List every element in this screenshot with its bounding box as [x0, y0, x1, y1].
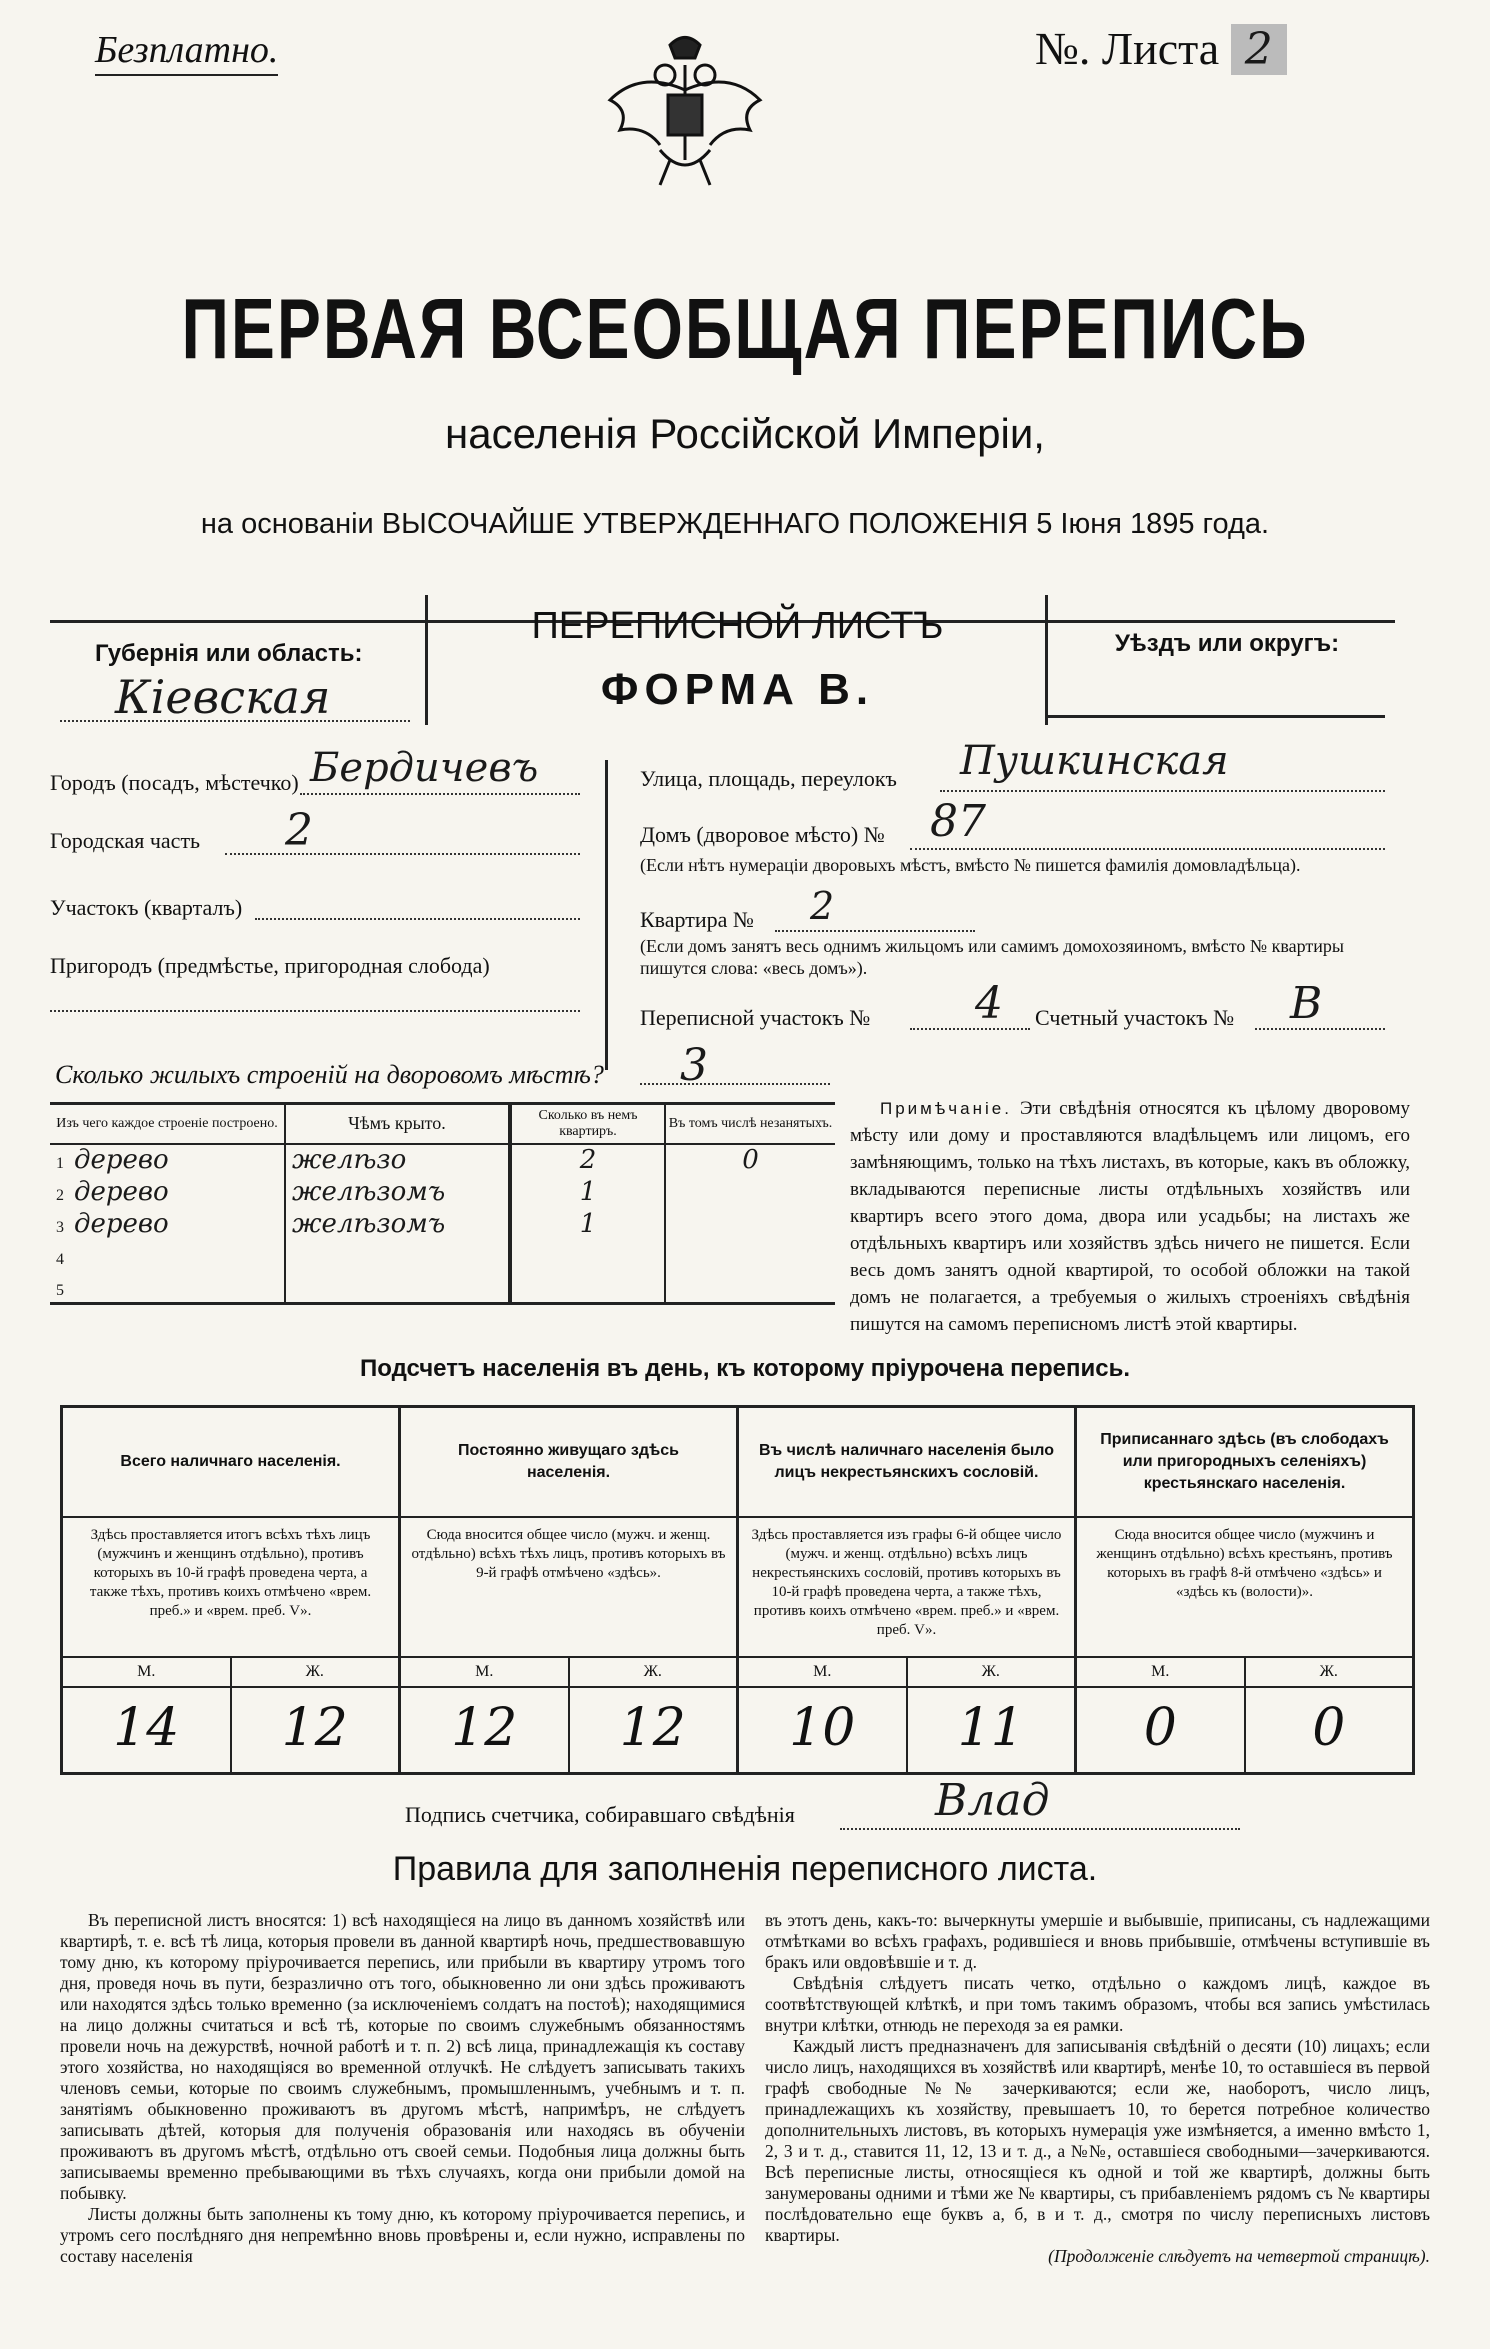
- table-row: [50, 1176, 835, 1208]
- bt-head-roof: Чѣмъ крыто.: [285, 1104, 510, 1144]
- page-title: ПЕРВАЯ ВСЕОБЩАЯ ПЕРЕПИСЬ: [181, 279, 1309, 377]
- table-row: [50, 1208, 835, 1240]
- male-count: 0: [1077, 1688, 1246, 1772]
- bt-cell-empty: [665, 1144, 835, 1176]
- street-label: Улица, площадь, переулокъ: [640, 766, 897, 791]
- bt-cell-roof: [285, 1144, 510, 1176]
- count-district-label: Счетный участокъ №: [1035, 1005, 1235, 1030]
- bt-value-material: дерево: [74, 1176, 169, 1207]
- gubernia-value: Кіевская: [115, 670, 331, 724]
- gubernia-label: Губернія или область:: [95, 640, 363, 667]
- female-label: Ж.: [1319, 1663, 1338, 1680]
- bt-head-empty: Въ томъ числѣ незанятыхъ.: [668, 1115, 833, 1131]
- sheet-number-block: [1035, 22, 1287, 75]
- census-district-value: 4: [975, 978, 1003, 1029]
- bt-cell-apts: [510, 1208, 665, 1240]
- table-row: [50, 1240, 835, 1272]
- female-count: 0: [1312, 1698, 1346, 1758]
- bt-value-apts: 1: [579, 1208, 597, 1239]
- page-subtitle: населенія Россійской Имперіи,: [445, 410, 1045, 457]
- rules-right: [765, 1910, 1430, 2267]
- population-table: [60, 1405, 1415, 1775]
- bt-value-roof: желѣзомъ: [292, 1208, 446, 1239]
- bt-cell-empty: [665, 1176, 835, 1208]
- population-column-head: Въ числѣ наличнаго населенія было лицъ некрестьянскихъ сословій.: [739, 1408, 1074, 1518]
- population-column: [401, 1408, 739, 1772]
- female-count: 12: [281, 1698, 348, 1758]
- house-label: Домъ (дворовое мѣсто) №: [640, 822, 885, 847]
- population-column-desc: Сюда вносится общее число (мужч. и женщ. отдѣльно) всѣхъ тѣхъ лицъ, противъ которыхъ въ 9-й графѣ отмѣчено «здѣсь».: [401, 1518, 736, 1658]
- bt-cell-roof: [285, 1208, 510, 1240]
- count-district-value: В: [1290, 978, 1323, 1029]
- population-mf-values: [1077, 1688, 1412, 1772]
- bt-value-apts: 1: [579, 1176, 597, 1207]
- male-count: 10: [739, 1688, 908, 1772]
- census-district-label: Переписной участокъ №: [640, 1005, 871, 1030]
- female-count: 11: [957, 1698, 1024, 1758]
- male-label: М.: [401, 1658, 570, 1686]
- bt-cell-empty: [665, 1272, 835, 1304]
- house-value: 87: [930, 796, 986, 847]
- population-mf-values: [739, 1688, 1074, 1772]
- bt-row-number: 3: [56, 1218, 64, 1236]
- bt-cell-roof: [285, 1176, 510, 1208]
- sheet-label: №. Листа: [1035, 23, 1220, 74]
- population-mf-labels: [1077, 1658, 1412, 1688]
- bt-cell-empty: [665, 1240, 835, 1272]
- bt-head-material: Изъ чего каждое строеніе построено.: [50, 1104, 285, 1144]
- bt-value-material: дерево: [74, 1145, 169, 1175]
- population-column: [739, 1408, 1077, 1772]
- rules-continued: (Продолженіе слѣдуетъ на четвертой страницѣ).: [1048, 2246, 1430, 2266]
- population-column-head: Всего наличнаго населенія.: [63, 1408, 398, 1518]
- apartment-note: (Если домъ занятъ весь однимъ жильцомъ или самимъ домохозяиномъ, вмѣсто № квартиры пишутся слова: «весь домъ»).: [640, 936, 1344, 978]
- form-name: ФОРМА В.: [600, 665, 875, 714]
- rules-title: Правила для заполненія переписного листа.: [392, 1850, 1098, 1888]
- bt-cell-apts: [510, 1240, 665, 1272]
- apartment-label: Квартира №: [640, 907, 754, 932]
- prigorod-label: Пригородъ (предмѣстье, пригородная слобода): [50, 953, 490, 978]
- bt-row-number: 1: [56, 1155, 64, 1172]
- bt-row-number: 4: [56, 1250, 64, 1268]
- population-column-head: Приписаннаго здѣсь (въ слободахъ или пригородныхъ селеніяхъ) крестьянскаго населенія.: [1077, 1408, 1412, 1518]
- female-label: Ж.: [643, 1663, 662, 1680]
- bt-cell-material: [50, 1208, 285, 1240]
- rules-right-p2: Свѣдѣнія слѣдуетъ писать четко, отдѣльно о каждомъ лицѣ, каждое въ соотвѣтствующей клѣткѣ, и при томъ такимъ образомъ, чтобы вся запись умѣстилась внутри клѣтки, отнюдь не переходя за ея рамки.: [765, 1973, 1430, 2035]
- bt-cell-material: [50, 1176, 285, 1208]
- population-column: [63, 1408, 401, 1772]
- male-label: М.: [739, 1658, 908, 1686]
- rules-left-p1: Въ переписной листъ вносятся: 1) всѣ находящіеся на лицо въ данномъ хозяйствѣ или квартирѣ, т. е. всѣ тѣ лица, которыя провели въ данной квартирѣ ночь, предшествовавшую тому дню, къ которому пріурочивается перепись, или прибыли въ квартиру утромъ того дня, проведя ночь въ пути, безразлично отъ того, обыкновенно ли они здѣсь проживаютъ или находятся здѣсь только временно (за исключеніемъ солдатъ на постоѣ); находящимися на лицо должны считаться и всѣ тѣ, которые по своимъ служебнымъ обязанностямъ провели ночь на дежурствѣ, ночной работѣ и т. п. 2) всѣ лица, принадлежащія къ составу этого хозяйства, но находящіяся во временной отлучкѣ. Не слѣдуетъ записывать такихъ членовъ семьи, которые по своимъ служебнымъ, промышленнымъ, учебнымъ и т. п. занятіямъ обыкновенно проживаютъ въ другомъ мѣстѣ, напримѣръ, не слѣдуетъ записывать дѣтей, которыя для полученія образованія или находясь въ обученіи проживаютъ въ другомъ мѣстѣ, отдѣльно отъ своей семьи. Подобныя лица должны быть записываемы временно пребывающими въ тѣхъ случаяхъ, когда они прибыли домой на побывку.: [60, 1910, 745, 2203]
- population-title: Подсчетъ населенія въ день, къ которому пріурочена перепись.: [360, 1355, 1130, 1382]
- table-row: [50, 1272, 835, 1304]
- signature-label: Подпись счетчика, собиравшаго свѣдѣнія: [405, 1802, 795, 1827]
- bt-cell-material: [50, 1240, 285, 1272]
- uezd-label: Уѣздъ или округъ:: [1115, 630, 1340, 657]
- bt-cell-material: [50, 1272, 285, 1304]
- male-count: 14: [63, 1688, 232, 1772]
- population-column-desc: Сюда вносится общее число (мужчинъ и женщинъ отдѣльно) всѣхъ крестьянъ, противъ которыхъ въ графѣ 8-й отмѣчено «здѣсь» и «здѣсь къ (волости)».: [1077, 1518, 1412, 1658]
- city-value: Бердичевъ: [310, 745, 539, 791]
- sheet-title: ПЕРЕПИСНОЙ ЛИСТЪ: [531, 605, 944, 647]
- basis-line: на основаніи ВЫСОЧАЙШЕ УТВЕРЖДЕННАГО ПОЛОЖЕНІЯ 5 Іюня 1895 года.: [200, 508, 1270, 540]
- population-column: [1077, 1408, 1412, 1772]
- bt-value-roof: желѣзомъ: [292, 1176, 446, 1207]
- city-label: Городъ (посадъ, мѣстечко): [50, 770, 299, 795]
- male-label: М.: [1077, 1658, 1246, 1686]
- street-value: Пушкинская: [960, 738, 1229, 784]
- population-mf-values: [401, 1688, 736, 1772]
- rules-right-p3: Каждый листъ предназначенъ для записыванія свѣдѣній о десяти (10) лицахъ; если число лицъ, находящихся въ хозяйствѣ или квартирѣ, менѣе 10, то оставшіеся въ первой графѣ свободные №№ зачеркиваются; если же, наоборотъ, число лицъ, принадлежащихъ къ хозяйству, превышаетъ 10, то берется потребное количество дополнительныхъ листовъ, въ которыхъ нумерація уже измѣняется, а именно вмѣсто 1, 2, 3 и т. д., ставится 11, 12, 13 и т. д., а №№, оставшіеся свободными—зачеркиваются. Всѣ переписные листы, относящіеся къ одной и той же квартирѣ, должны быть занумерованы одними и тѣми же № квартиры, съ прибавленіемъ рядомъ съ № квартиры послѣдовательно еще буквъ а, б, в и т. д., смотря по числу переписныхъ листовъ квартиры.: [765, 2036, 1430, 2245]
- population-mf-labels: [739, 1658, 1074, 1688]
- free-label: Безплатно.: [95, 28, 278, 76]
- note-title: Примѣчаніе.: [880, 1099, 1012, 1118]
- apartment-value: 2: [810, 884, 835, 928]
- population-mf-labels: [63, 1658, 398, 1688]
- note-text: Эти свѣдѣнія относятся къ цѣлому дворовому мѣсту или дому и проставляются владѣльцемъ или лицомъ, его замѣняющимъ, только на тѣхъ листахъ, въ которые, какъ въ обложку, вкладываются переписные листы отдѣльныхъ хозяйствъ или квартиръ всего этого дома, двора или усадьбы; на листахъ же отдѣльныхъ квартиръ или хозяйствъ здѣсь ничего не пишется. Если весь домъ занятъ одной квартирой, то особой обложки на такой домъ не полагается, а требуемыя о жилыхъ строеніяхъ свѣдѣнія пишутся на самомъ переписномъ листѣ этой квартиры.: [850, 1098, 1410, 1335]
- bt-cell-material: [50, 1144, 285, 1176]
- house-note: (Если нѣтъ нумераціи дворовыхъ мѣстъ, вмѣсто № пишется фамилія домовладѣльца).: [640, 855, 1301, 875]
- population-mf-values: [63, 1688, 398, 1772]
- population-column-desc: Здѣсь проставляется итогъ всѣхъ тѣхъ лицъ (мужчинъ и женщинъ отдѣльно), противъ которыхъ въ 10-й графѣ проведена черта, а также тѣхъ, противъ коихъ отмѣчено «врем. преб.» и «врем. преб. V».: [63, 1518, 398, 1658]
- bt-row-number: 5: [56, 1281, 64, 1299]
- signature-value: Влад: [935, 1775, 1050, 1826]
- female-count: 12: [619, 1698, 686, 1758]
- city-part-label: Городская часть: [50, 828, 201, 853]
- female-label: Ж.: [305, 1663, 324, 1680]
- bt-row-number: 2: [56, 1186, 64, 1204]
- population-mf-labels: [401, 1658, 736, 1688]
- bt-cell-apts: [510, 1272, 665, 1304]
- buildings-answer: 3: [680, 1040, 708, 1091]
- buildings-table: [50, 1102, 835, 1305]
- population-column-head: Постоянно живущаго здѣсь населенія.: [401, 1408, 736, 1518]
- bt-value-empty: 0: [742, 1145, 759, 1175]
- bt-cell-apts: [510, 1144, 665, 1176]
- buildings-note: [850, 1095, 1410, 1338]
- bt-cell-empty: [665, 1208, 835, 1240]
- population-column-desc: Здѣсь проставляется изъ графы 6-й общее число (мужч. и женщ. отдѣльно) всѣхъ лицъ некрестьянскихъ сословій, противъ которыхъ въ 10-й графѣ проведена черта, а также тѣхъ, противъ коихъ отмѣчено «врем. преб.» и «врем. преб. V».: [739, 1518, 1074, 1658]
- bt-cell-roof: [285, 1272, 510, 1304]
- uchastok-label: Участокъ (кварталъ): [50, 895, 243, 920]
- sheet-number: 2: [1231, 24, 1287, 75]
- male-count: 12: [401, 1688, 570, 1772]
- bt-head-apts: Сколько въ немъ квартиръ.: [510, 1104, 665, 1144]
- coat-of-arms-icon: [600, 30, 770, 195]
- buildings-question: Сколько жилыхъ строеній на дворовомъ мѣстѣ?: [55, 1060, 604, 1089]
- bt-cell-apts: [510, 1176, 665, 1208]
- city-part-value: 2: [285, 805, 313, 856]
- bt-value-apts: 2: [579, 1145, 597, 1175]
- rules-left-p2: Листы должны быть заполнены къ тому дню, къ которому пріурочивается перепись, и утромъ сего послѣдняго дня непремѣнно вновь провѣрены и, если нужно, исправлены по составу населенія: [60, 2204, 745, 2266]
- bt-value-roof: желѣзо: [292, 1145, 407, 1175]
- rules-left: [60, 1910, 745, 2267]
- bt-value-material: дерево: [74, 1208, 169, 1239]
- bt-cell-roof: [285, 1240, 510, 1272]
- rules-right-p1: въ этотъ день, какъ-то: вычеркнуты умершіе и выбывшіе, приписаны, съ надлежащими отмѣтками во всѣхъ графахъ, родившіеся и вновь прибывшіе, отмѣчены вступившіе въ бракъ или овдовѣвшіе и т. д.: [765, 1910, 1430, 1972]
- table-row: [50, 1144, 835, 1176]
- male-label: М.: [63, 1658, 232, 1686]
- female-label: Ж.: [981, 1663, 1000, 1680]
